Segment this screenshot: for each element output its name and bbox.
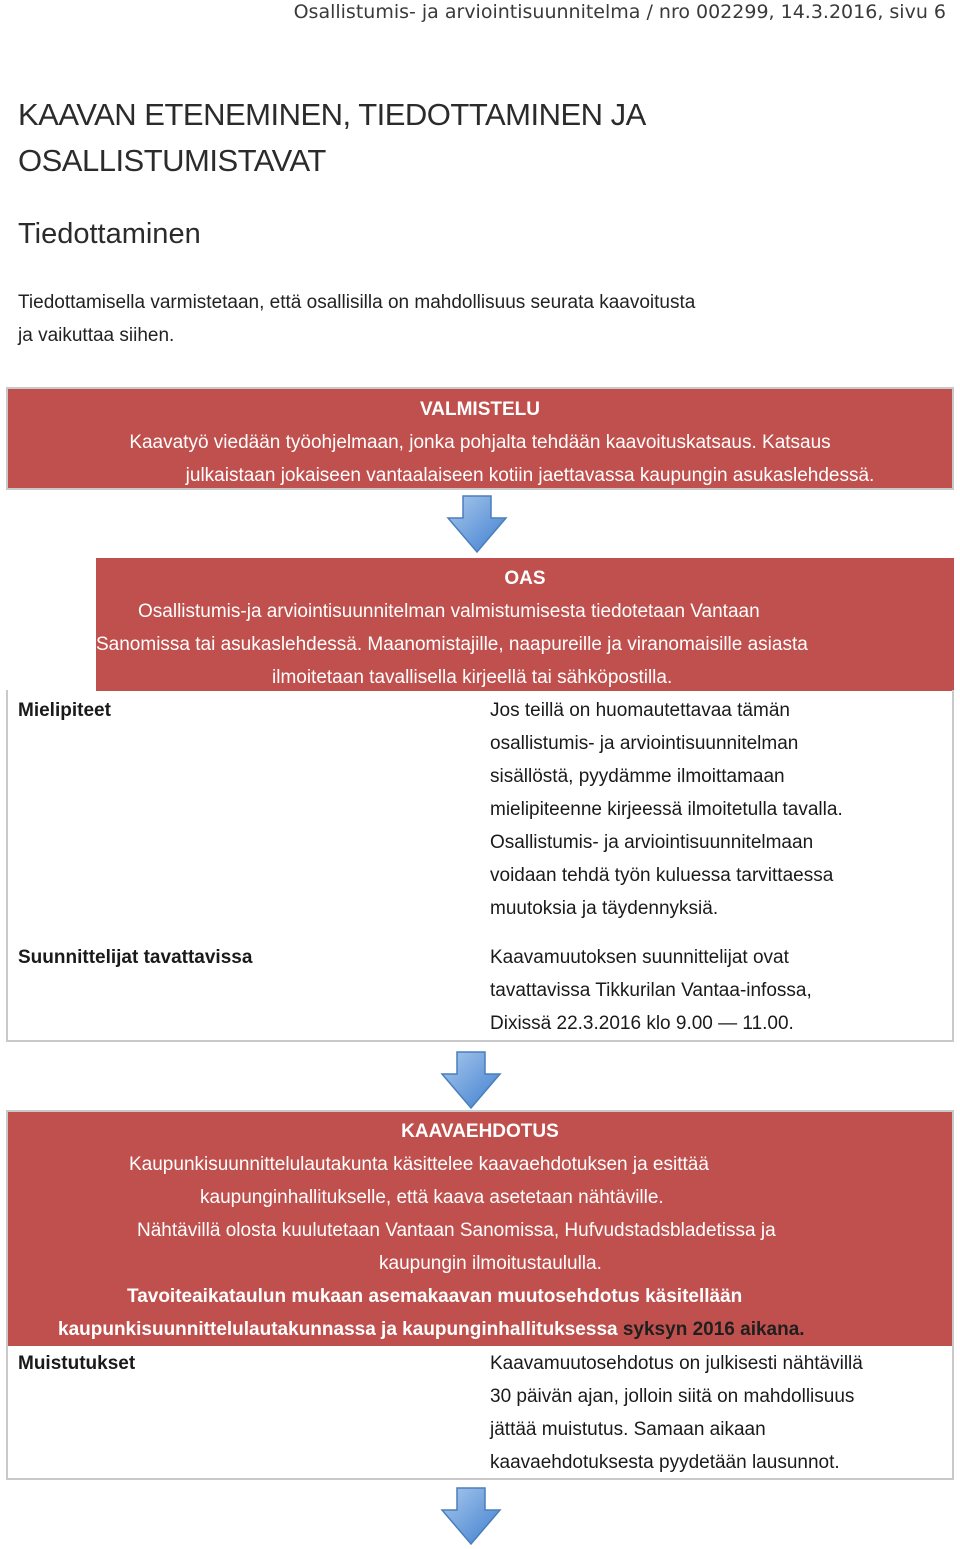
muistutukset-line: jättää muistutus. Samaan aikaan	[490, 1419, 766, 1440]
muistutukset-line: Kaavamuutosehdotus on julkisesti nähtävillä	[490, 1353, 863, 1374]
mielipiteet-row	[18, 694, 950, 929]
page-title	[18, 92, 646, 184]
mielipiteet-line: Osallistumis- ja arviointisuunnitelmaan	[490, 832, 814, 853]
kaavaehdotus-line: kaupungin ilmoitustaululla.	[379, 1253, 602, 1274]
suunnittelijat-label: Suunnittelijat tavattavissa	[18, 947, 253, 968]
mielipiteet-line: muutoksia ja täydennyksiä.	[490, 898, 719, 919]
down-arrow-icon	[446, 494, 508, 554]
kaavaehdotus-schedule-line: Tavoiteaikataulun mukaan asemakaavan muutosehdotus käsitellään	[127, 1286, 743, 1307]
down-arrow-icon	[440, 1050, 502, 1110]
muistutukset-text	[490, 1347, 950, 1479]
mielipiteet-line: osallistumis- ja arviointisuunnitelman	[490, 733, 799, 754]
kaavaehdotus-schedule-highlight: syksyn 2016 aikana.	[622, 1319, 805, 1340]
mielipiteet-line: voidaan tehdä työn kuluessa tarvittaessa	[490, 865, 834, 886]
oas-line: ilmoitetaan tavallisella kirjeellä tai sähköpostilla.	[272, 667, 673, 688]
valmistelu-line: julkaistaan jokaiseen vantaalaiseen kotiin jaettavassa kaupungin asukaslehdessä.	[185, 465, 875, 486]
down-arrow-icon	[440, 1486, 502, 1546]
valmistelu-box	[6, 387, 954, 490]
muistutukset-line: 30 päivän ajan, jolloin siitä on mahdollisuus	[490, 1386, 855, 1407]
kaavaehdotus-line: kaupunginhallitukselle, että kaava asetetaan nähtäville.	[200, 1187, 664, 1208]
intro-paragraph	[18, 286, 918, 352]
oas-box	[96, 558, 954, 691]
kaavaehdotus-line: Nähtävillä olosta kuulutetaan Vantaan Sanomissa, Hufvudstadsbladetissa ja	[137, 1220, 776, 1241]
mielipiteet-line: Jos teillä on huomautettavaa tämän	[490, 700, 790, 721]
intro-line: Tiedottamisella varmistetaan, että osallisilla on mahdollisuus seurata kaavoitusta	[18, 292, 696, 313]
title-line: KAAVAN ETENEMINEN, TIEDOTTAMINEN JA	[18, 97, 646, 132]
mielipiteet-line: sisällöstä, pyydämme ilmoittamaan	[490, 766, 785, 787]
oas-line: Osallistumis-ja arviointisuunnitelman valmistumisesta tiedotetaan Vantaan	[138, 601, 760, 622]
section-title: Tiedottaminen	[18, 218, 201, 250]
kaavaehdotus-title: KAAVAEHDOTUS	[401, 1121, 559, 1142]
suunnittelijat-row	[18, 941, 950, 1041]
oas-line: Sanomissa tai asukaslehdessä. Maanomistajille, naapureille ja viranomaisille asiasta	[96, 634, 808, 655]
muistutukset-line: kaavaehdotuksesta pyydetään lausunnot.	[490, 1452, 840, 1473]
mielipiteet-line: mielipiteenne kirjeessä ilmoitetulla tavalla.	[490, 799, 843, 820]
mielipiteet-text	[490, 694, 950, 925]
title-line: OSALLISTUMISTAVAT	[18, 143, 326, 178]
valmistelu-title: VALMISTELU	[420, 399, 540, 420]
intro-line: ja vaikuttaa siihen.	[18, 325, 175, 346]
kaavaehdotus-schedule-line: kaupunkisuunnittelulautakunnassa ja kaupunginhallituksessa	[58, 1319, 623, 1340]
suunnittelijat-line: tavattavissa Tikkurilan Vantaa-infossa,	[490, 980, 812, 1001]
muistutukset-row	[18, 1347, 950, 1479]
page-header: Osallistumis- ja arviointisuunnitelma / nro 002299, 14.3.2016, sivu 6	[293, 1, 946, 23]
suunnittelijat-text	[490, 941, 950, 1040]
kaavaehdotus-box	[6, 1110, 954, 1346]
kaavaehdotus-line: Kaupunkisuunnittelulautakunta käsittelee kaavaehdotuksen ja esittää	[129, 1154, 709, 1175]
muistutukset-label: Muistutukset	[18, 1353, 136, 1374]
suunnittelijat-line: Dixissä 22.3.2016 klo 9.00 — 11.00.	[490, 1013, 794, 1034]
suunnittelijat-line: Kaavamuutoksen suunnittelijat ovat	[490, 947, 789, 968]
valmistelu-line: Kaavatyö viedään työohjelmaan, jonka pohjalta tehdään kaavoituskatsaus. Katsaus	[129, 432, 831, 453]
mielipiteet-label: Mielipiteet	[18, 700, 111, 721]
oas-title: OAS	[504, 568, 546, 589]
